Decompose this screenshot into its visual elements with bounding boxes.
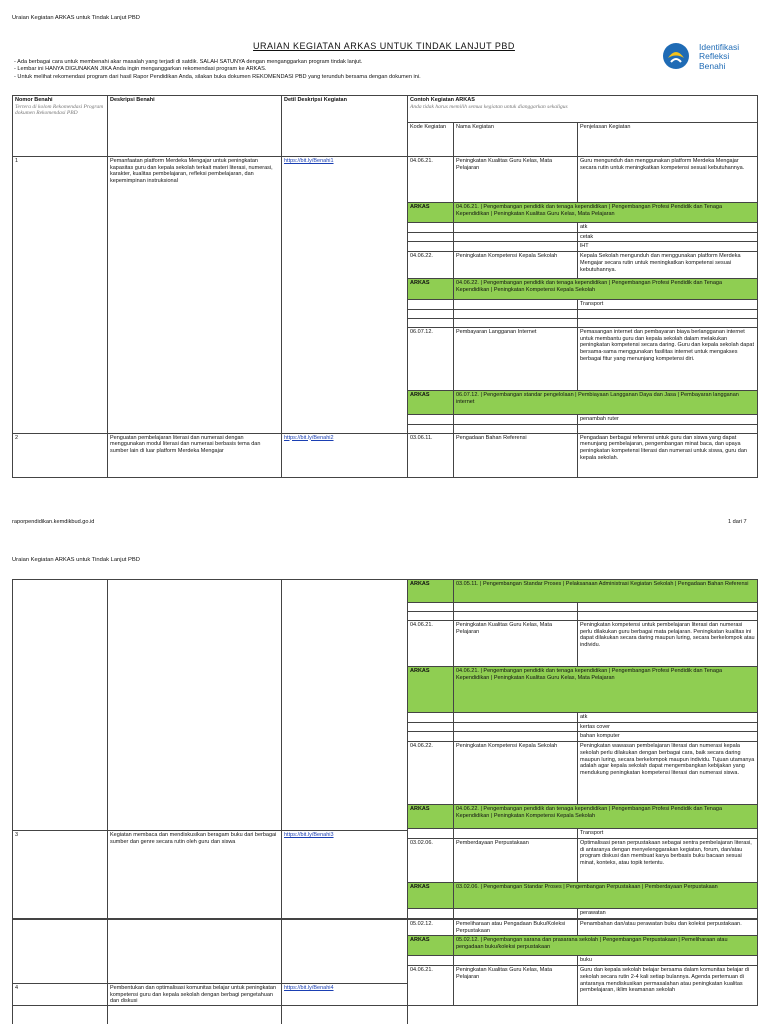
kode-cell: 04.06.22. bbox=[408, 742, 454, 805]
penjelasan-cell: Optimalisasi peran perpustakaan sebagai sentra pembelajaran literasi, di antaranya dengan menyelenggarakan kegiatan, forum, dan/atau program diskusi dan membuat karya berbasis buku bacaan sesuai minat, konteks, atau topik tertentu. bbox=[578, 838, 758, 882]
irb-logo bbox=[660, 40, 760, 76]
penjelasan-cell: Pengadaan berbagai referensi untuk guru dan siswa yang dapat menunjang pembelajaran, pengembangan minat baca, dan upaya peningkatan kompetensi literasi dan numerasi untuk siswa, guru dan kepala sekolah. bbox=[578, 433, 758, 477]
header-nama: Nama Kegiatan bbox=[454, 123, 578, 157]
detail-link[interactable]: https://bit.ly/Benahi4 bbox=[284, 985, 334, 991]
logo-line: Identifikasi bbox=[699, 42, 740, 52]
penjelasan-cell: Peningkatan kompetensi untuk pembelajaran literasi dan numerasi perlu dilakukan guru berbagai mata pelajaran. Peningkatan kualitas ini dapat dilakukan secara daring maupun luring, secara berkelompok atau individu. bbox=[578, 621, 758, 667]
nama-cell: Pemberdayaan Perpustakaan bbox=[454, 838, 578, 882]
note-line: - Untuk melihat rekomendasi program dari hasil Rapor Pendidikan Anda, silakan buka dokumen REKOMENDASI PBD yang terunduh bersama dengan dokumen ini. bbox=[14, 73, 421, 80]
arkas-table-page2-b4 bbox=[12, 983, 758, 1024]
detail-link-cell bbox=[282, 984, 408, 1024]
arkas-label: ARKAS bbox=[408, 882, 454, 908]
detail-link[interactable]: https://bit.ly/Benahi1 bbox=[284, 158, 334, 164]
arkas-table-page1 bbox=[12, 95, 758, 478]
arkas-path[interactable]: 04.06.22. | Pengembangan pendidik dan tenaga kependidikan | Pengembangan Profesi Pendidik dan Tenaga Kependidikan | Peningkatan Kompetensi Kepala Sekolah bbox=[454, 279, 758, 300]
nama-cell: Peningkatan Kompetensi Kepala Sekolah bbox=[454, 742, 578, 805]
item-cell: buku bbox=[578, 956, 758, 966]
arkas-label: ARKAS bbox=[408, 936, 454, 956]
arkas-label: ARKAS bbox=[408, 203, 454, 223]
penjelasan-cell: Guru dan kepala sekolah belajar bersama dalam komunitas belajar di sekolah secara rutin 2-4 kali setiap bulannya. Agenda pertemuan di antaranya mendiskusikan permasalahan atau peningkatan kualitas pembelajaran, iklim keamanan sekolah bbox=[578, 966, 758, 1006]
item-cell: Transport bbox=[578, 300, 758, 310]
item-cell: cetak bbox=[578, 232, 758, 242]
benahi-description: Pemanfaatan platform Merdeka Mengajar untuk peningkatan kapasitas guru dan kepala sekolah terkait materi literasi, numerasi, karakter, kualitas pembelajaran, refleksi pembelajaran, dan kepemimpinan instruksional bbox=[108, 157, 282, 434]
detail-link-cell bbox=[282, 157, 408, 434]
kode-cell: 04.06.21. bbox=[408, 157, 454, 203]
benahi-number: 3 bbox=[13, 831, 108, 920]
penjelasan-cell: Pemasangan internet dan pembayaran biaya berlangganan internet untuk membantu guru dan kepala sekolah dalam melakukan peningkatan kompetensi secara daring. Guru dan kepala sekolah dapat bersama-sama menggunakan fasilitas internet untuk mengakses berbagai fitur yang menunjang kompetensi diri. bbox=[578, 327, 758, 390]
detail-link-cell bbox=[282, 433, 408, 477]
header-kode: Kode Kegiatan bbox=[408, 123, 454, 157]
header-detail: Detil Deskripsi Kegiatan bbox=[282, 96, 408, 157]
arkas-label: ARKAS bbox=[408, 279, 454, 300]
arkas-label: ARKAS bbox=[408, 805, 454, 829]
arkas-path[interactable]: 05.02.12. | Pengembangan sarana dan prasarana sekolah | Pengembangan Perpustakaan | Pemeliharaan atau pengadaan buku/koleksi perpustakaan bbox=[454, 936, 758, 956]
arkas-path[interactable]: 04.06.21. | Pengembangan pendidik dan tenaga kependidikan | Pengembangan Profesi Pendidik dan Tenaga Kependidikan | Peningkatan Kualitas Guru Kelas, Mata Pelajaran bbox=[454, 667, 758, 713]
nama-cell: Peningkatan Kualitas Guru Kelas, Mata Pelajaran bbox=[454, 966, 578, 1006]
page-title: URAIAN KEGIATAN ARKAS UNTUK TINDAK LANJUT PBD bbox=[253, 41, 515, 51]
item-cell: kertas cover bbox=[578, 722, 758, 732]
page-header: Uraian Kegiatan ARKAS untuk Tindak Lanjut PBD bbox=[12, 557, 140, 563]
benahi-description: Kegiatan membaca dan mendiskusikan beragam buku dari berbagai sumber dan genre secara rutin oleh guru dan siswa bbox=[108, 831, 282, 920]
detail-link-cell bbox=[282, 831, 408, 920]
header-contoh-note: Anda tidak harus memilih semua kegiatan untuk dianggarkan sekaligus bbox=[410, 103, 568, 110]
logo-line: Refleksi bbox=[699, 51, 730, 62]
nama-cell: Pembayaran Langganan Internet bbox=[454, 327, 578, 390]
arkas-path[interactable]: 04.06.22. | Pengembangan pendidik dan tenaga kependidikan | Pengembangan Profesi Pendidik dan Tenaga Kependidikan | Peningkatan Kompetensi Kepala Sekolah bbox=[454, 805, 758, 829]
arkas-label: ARKAS bbox=[408, 667, 454, 713]
item-cell: lHT bbox=[578, 242, 758, 252]
header-contoh-label: Contoh Kegiatan ARKAS bbox=[410, 97, 475, 103]
arkas-label: ARKAS bbox=[408, 580, 454, 603]
benahi-number: 4 bbox=[13, 984, 108, 1024]
detail-link[interactable]: https://bit.ly/Benahi3 bbox=[284, 832, 334, 838]
logo-line: Benahi bbox=[699, 60, 726, 71]
item-cell: perawatan bbox=[578, 908, 758, 918]
nama-cell: Pemeliharaan atau Pengadaan Buku/Koleksi Perpustakaan bbox=[454, 920, 578, 936]
nama-cell: Peningkatan Kualitas Guru Kelas, Mata Pelajaran bbox=[454, 621, 578, 667]
detail-link[interactable]: https://bit.ly/Benahi2 bbox=[284, 434, 334, 441]
nama-cell: Pengadaan Bahan Referensi bbox=[454, 433, 578, 477]
page-number: 1 dari 7 bbox=[728, 519, 747, 525]
arkas-label: ARKAS bbox=[408, 390, 454, 414]
logo-text bbox=[699, 43, 739, 71]
benahi-number: 1 bbox=[13, 157, 108, 434]
penjelasan-cell: Guru mengunduh dan menggunakan platform Merdeka Mengajar secara rutin untuk meningkatkan kompetensi sesuai kebutuhannya. bbox=[578, 157, 758, 203]
penjelasan-cell: Penambahan dan/atau perawatan buku dan koleksi perpustakaan. bbox=[578, 920, 758, 936]
kode-cell: 04.06.22. bbox=[408, 252, 454, 279]
kode-cell: 05.02.12. bbox=[408, 920, 454, 936]
arkas-path[interactable]: 03.02.06. | Pengembangan Standar Proses | Pengembangan Perpustakaan | Pemberdayaan Perpustakaan bbox=[454, 882, 758, 908]
arkas-path[interactable]: 06.07.12. | Pengembangan standar pengelolaan | Pembiayaan Langganan Daya dan Jasa | Pembayaran langganan internet bbox=[454, 390, 758, 414]
note-line: - Ada berbagai cara untuk membenahi akar masalah yang terjadi di satdik. SALAH SATUNYA dengan menganggarkan program tindak lanjut. bbox=[14, 59, 363, 65]
header-contoh bbox=[408, 96, 758, 123]
arkas-path[interactable]: 04.06.21. | Pengembangan pendidik dan tenaga kependidikan | Pengembangan Profesi Pendidik dan Tenaga Kependidikan | Peningkatan Kualitas Guru Kelas, Mata Pelajaran bbox=[454, 203, 758, 223]
footer-left: raporpendidikan.kemdikbud.go.id bbox=[12, 519, 95, 525]
benahi-description: Penguatan pembelajaran literasi dan numerasi dengan menggunakan modul literasi dan numerasi berbasis tema dan sumber lain di luar platform Merdeka Mengajar bbox=[108, 433, 282, 477]
item-cell: Transport bbox=[578, 829, 758, 839]
item-cell: penambah ruter bbox=[578, 414, 758, 424]
header-nomor-note: Tertera di kolom Rekomendasi Program dokumen Rekomendasi PBD bbox=[15, 103, 104, 117]
nama-cell: Peningkatan Kompetensi Kepala Sekolah bbox=[454, 252, 578, 279]
kode-cell: 06.07.12. bbox=[408, 327, 454, 390]
penjelasan-cell: Peningkatan wawasan pembelajaran literasi dan numerasi kepala sekolah perlu dilakukan dengan berbagai cara, baik secara daring maupun luring, secara berkelompok maupun individu. Tujuan utamanya adalah agar kepala sekolah dapat mengembangkan kebijakan yang mendukung peningkatan kompetensi literasi dan numerasi siswa. bbox=[578, 742, 758, 805]
arkas-table-page2-b3 bbox=[12, 830, 758, 920]
arkas-path[interactable]: 03.05.11. | Pengembangan Standar Proses | Pelaksanaan Administrasi Kegiatan Sekolah | Pengadaan Bahan Referensi bbox=[454, 580, 758, 603]
notes bbox=[14, 59, 634, 81]
item-cell: atk bbox=[578, 223, 758, 233]
item-cell: bahan komputer bbox=[578, 732, 758, 742]
nama-cell: Peningkatan Kualitas Guru Kelas, Mata Pelajaran bbox=[454, 157, 578, 203]
benahi-number: 2 bbox=[13, 433, 108, 477]
header-nomor bbox=[13, 96, 108, 157]
header-deskripsi: Deskripsi Benahi bbox=[108, 96, 282, 157]
header-nomor-label: Nomor Benahi bbox=[15, 97, 53, 103]
penjelasan-cell: Kepala Sekolah mengunduh dan menggunakan platform Merdeka Mengajar secara rutin untuk meningkatkan kompetensi sesuai kebutuhannya. bbox=[578, 252, 758, 279]
page-header: Uraian Kegiatan ARKAS untuk Tindak Lanjut PBD bbox=[12, 15, 140, 21]
kode-cell: 03.02.06. bbox=[408, 838, 454, 882]
benahi-description: Pembentukan dan optimalisasi komunitas belajar untuk peningkatan kompetensi guru dan kepala sekolah dengan berbagi pengetahuan dan diskusi bbox=[108, 984, 282, 1024]
header-penjelasan: Penjelasan Kegiatan bbox=[578, 123, 758, 157]
kode-cell: 04.06.21. bbox=[408, 966, 454, 1006]
item-cell: atk bbox=[578, 713, 758, 723]
kode-cell: 04.06.21. bbox=[408, 621, 454, 667]
tut-wuri-logo-icon bbox=[660, 40, 696, 72]
note-line: - Lembar ini HANYA DIGUNAKAN JIKA Anda ingin menganggarkan rekomendasi program ke ARKAS. bbox=[14, 66, 267, 73]
kode-cell: 03.06.11. bbox=[408, 433, 454, 477]
